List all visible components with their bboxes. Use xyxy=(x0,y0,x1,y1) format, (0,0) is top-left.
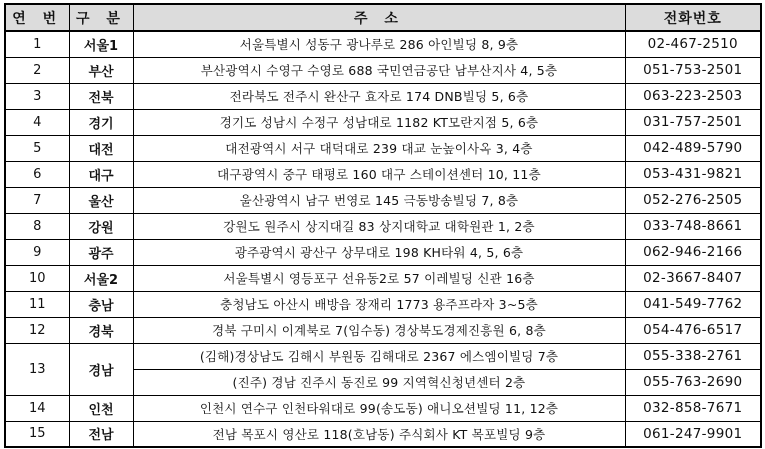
office-table-container xyxy=(4,3,760,448)
row-no: 11 xyxy=(5,291,69,317)
row-phone: 063-223-2503 xyxy=(625,83,761,109)
table-row xyxy=(5,31,761,57)
row-no: 4 xyxy=(5,109,69,135)
row-no: 3 xyxy=(5,83,69,109)
row-no: 14 xyxy=(5,395,69,421)
row-phone: 032-858-7671 xyxy=(625,395,761,421)
header-region: 구 분 xyxy=(69,4,133,31)
table-row xyxy=(5,135,761,161)
header-phone: 전화번호 xyxy=(625,4,761,31)
table-row xyxy=(5,109,761,135)
row-address: 경기도 성남시 수정구 성남대로 1182 KT모란지점 5, 6층 xyxy=(133,109,625,135)
row-region: 서울2 xyxy=(69,265,133,291)
row-address: (진주) 경남 진주시 동진로 99 지역혁신청년센터 2층 xyxy=(133,369,625,395)
row-phone: 02-467-2510 xyxy=(625,31,761,57)
row-phone: 031-757-2501 xyxy=(625,109,761,135)
row-phone: 052-276-2505 xyxy=(625,187,761,213)
row-region: 전남 xyxy=(69,421,133,447)
header-row xyxy=(5,4,761,31)
row-region: 부산 xyxy=(69,57,133,83)
table-row xyxy=(5,161,761,187)
row-address: 서울특별시 성동구 광나루로 286 아인빌딩 8, 9층 xyxy=(133,31,625,57)
table-row xyxy=(5,265,761,291)
row-address: 전남 목포시 영산로 118(호남동) 주식회사 KT 목포빌딩 9층 xyxy=(133,421,625,447)
row-address: 광주광역시 광산구 상무대로 198 KH타워 4, 5, 6층 xyxy=(133,239,625,265)
row-phone: 054-476-6517 xyxy=(625,317,761,343)
row-phone: 055-763-2690 xyxy=(625,369,761,395)
row-no: 15 xyxy=(5,421,69,447)
row-no: 1 xyxy=(5,31,69,57)
table-row xyxy=(5,57,761,83)
row-region: 경북 xyxy=(69,317,133,343)
office-directory-table xyxy=(4,3,762,448)
table-row xyxy=(5,213,761,239)
row-phone: 061-247-9901 xyxy=(625,421,761,447)
row-address: 강원도 원주시 상지대길 83 상지대학교 대학원관 1, 2층 xyxy=(133,213,625,239)
row-address: 대전광역시 서구 대덕대로 239 대교 눈높이사옥 3, 4층 xyxy=(133,135,625,161)
row-phone: 055-338-2761 xyxy=(625,343,761,369)
row-phone: 041-549-7762 xyxy=(625,291,761,317)
row-region: 충남 xyxy=(69,291,133,317)
table-row xyxy=(5,343,761,369)
row-phone: 02-3667-8407 xyxy=(625,265,761,291)
row-region: 대전 xyxy=(69,135,133,161)
row-address: 울산광역시 남구 번영로 145 극동방송빌딩 7, 8층 xyxy=(133,187,625,213)
row-address: 전라북도 전주시 완산구 효자로 174 DNB빌딩 5, 6층 xyxy=(133,83,625,109)
row-region: 대구 xyxy=(69,161,133,187)
row-address: 서울특별시 영등포구 선유동2로 57 이레빌딩 신관 16층 xyxy=(133,265,625,291)
row-address: 부산광역시 수영구 수영로 688 국민연금공단 남부산지사 4, 5층 xyxy=(133,57,625,83)
header-no: 연 번 xyxy=(5,4,69,31)
row-phone: 053-431-9821 xyxy=(625,161,761,187)
row-region: 광주 xyxy=(69,239,133,265)
table-row xyxy=(5,83,761,109)
row-region: 서울1 xyxy=(69,31,133,57)
row-no: 12 xyxy=(5,317,69,343)
row-address: 충청남도 아산시 배방읍 장재리 1773 용주프라자 3~5층 xyxy=(133,291,625,317)
row-no: 9 xyxy=(5,239,69,265)
header-address: 주 소 xyxy=(133,4,625,31)
row-region: 전북 xyxy=(69,83,133,109)
table-row xyxy=(5,239,761,265)
table-row xyxy=(5,291,761,317)
row-no: 13 xyxy=(5,343,69,395)
row-phone: 051-753-2501 xyxy=(625,57,761,83)
row-address: 대구광역시 중구 태평로 160 대구 스테이션센터 10, 11층 xyxy=(133,161,625,187)
row-phone: 062-946-2166 xyxy=(625,239,761,265)
row-address: 인천시 연수구 인천타워대로 99(송도동) 애니오션빌딩 11, 12층 xyxy=(133,395,625,421)
row-region: 경기 xyxy=(69,109,133,135)
table-row xyxy=(5,421,761,447)
row-phone: 042-489-5790 xyxy=(625,135,761,161)
row-no: 8 xyxy=(5,213,69,239)
row-region: 울산 xyxy=(69,187,133,213)
row-no: 6 xyxy=(5,161,69,187)
row-region: 경남 xyxy=(69,343,133,395)
table-row xyxy=(5,395,761,421)
row-no: 10 xyxy=(5,265,69,291)
row-no: 5 xyxy=(5,135,69,161)
row-no: 7 xyxy=(5,187,69,213)
row-address: 경북 구미시 이계북로 7(임수동) 경상북도경제진흥원 6, 8층 xyxy=(133,317,625,343)
row-address: (김해)경상남도 김해시 부원동 김해대로 2367 에스엠이빌딩 7층 xyxy=(133,343,625,369)
row-no: 2 xyxy=(5,57,69,83)
row-region: 인천 xyxy=(69,395,133,421)
row-phone: 033-748-8661 xyxy=(625,213,761,239)
table-row xyxy=(5,317,761,343)
table-row xyxy=(5,187,761,213)
row-region: 강원 xyxy=(69,213,133,239)
